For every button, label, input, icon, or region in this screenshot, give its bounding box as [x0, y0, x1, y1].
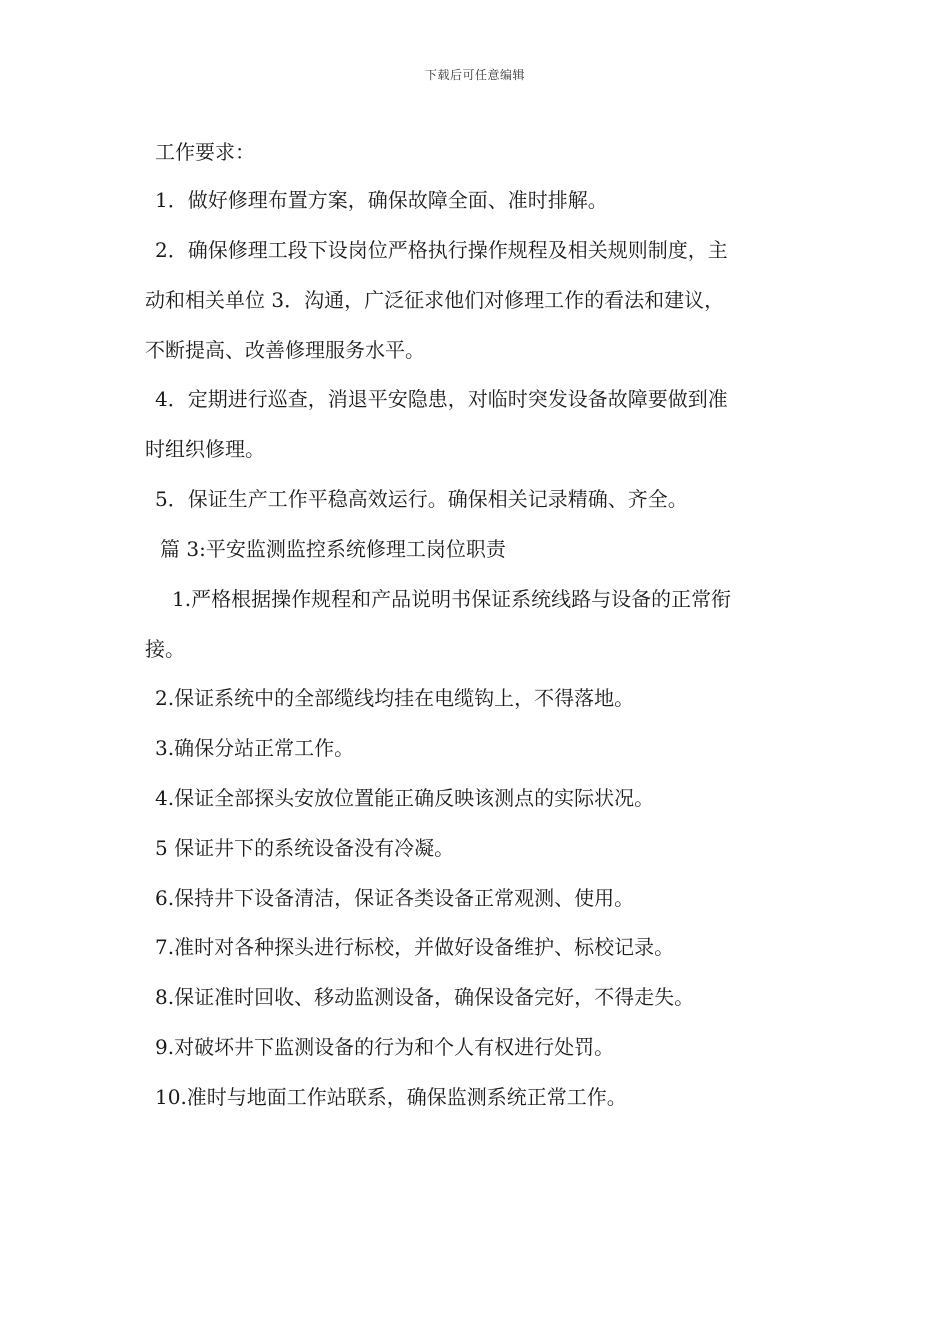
- section-heading: 篇 3:平安监测监控系统修理工岗位职责: [160, 537, 506, 561]
- text-line: 2.保证系统中的全部缆线均挂在电缆钩上，不得落地。: [155, 686, 635, 710]
- text-line: 9.对破坏井下监测设备的行为和个人有权进行处罚。: [155, 1035, 615, 1059]
- text-line: 动和相关单位 3．沟通，广泛征求他们对修理工作的看法和建议，: [145, 288, 725, 312]
- text-line: 4．定期进行巡查，消退平安隐患，对临时突发设备故障要做到准: [155, 387, 728, 411]
- page-header: 下载后可任意编辑: [424, 68, 525, 82]
- text-line: 5 保证井下的系统设备没有冷凝。: [155, 836, 455, 860]
- text-line: 1.严格根据操作规程和产品说明书保证系统线路与设备的正常衔: [172, 587, 732, 611]
- text-line: 5．保证生产工作平稳高效运行。确保相关记录精确、齐全。: [155, 487, 688, 511]
- text-line: 3.确保分站正常工作。: [155, 736, 355, 760]
- text-line: 2．确保修理工段下设岗位严格执行操作规程及相关规则制度，主: [155, 238, 728, 262]
- text-line: 6.保持井下设备清洁，保证各类设备正常观测、使用。: [155, 886, 635, 910]
- text-line: 1．做好修理布置方案，确保故障全面、准时排解。: [155, 188, 608, 212]
- section-heading: 工作要求：: [155, 140, 255, 164]
- text-line: 8.保证准时回收、移动监测设备，确保设备完好，不得走失。: [155, 985, 695, 1009]
- text-line: 10.准时与地面工作站联系，确保监测系统正常工作。: [155, 1085, 627, 1109]
- text-line: 4.保证全部探头安放位置能正确反映该测点的实际状况。: [155, 786, 655, 810]
- text-line: 不断提高、改善修理服务水平。: [145, 338, 425, 362]
- text-line: 接。: [145, 637, 185, 661]
- text-line: 时组织修理。: [145, 437, 265, 461]
- text-line: 7.准时对各种探头进行标校，并做好设备维护、标校记录。: [155, 935, 675, 959]
